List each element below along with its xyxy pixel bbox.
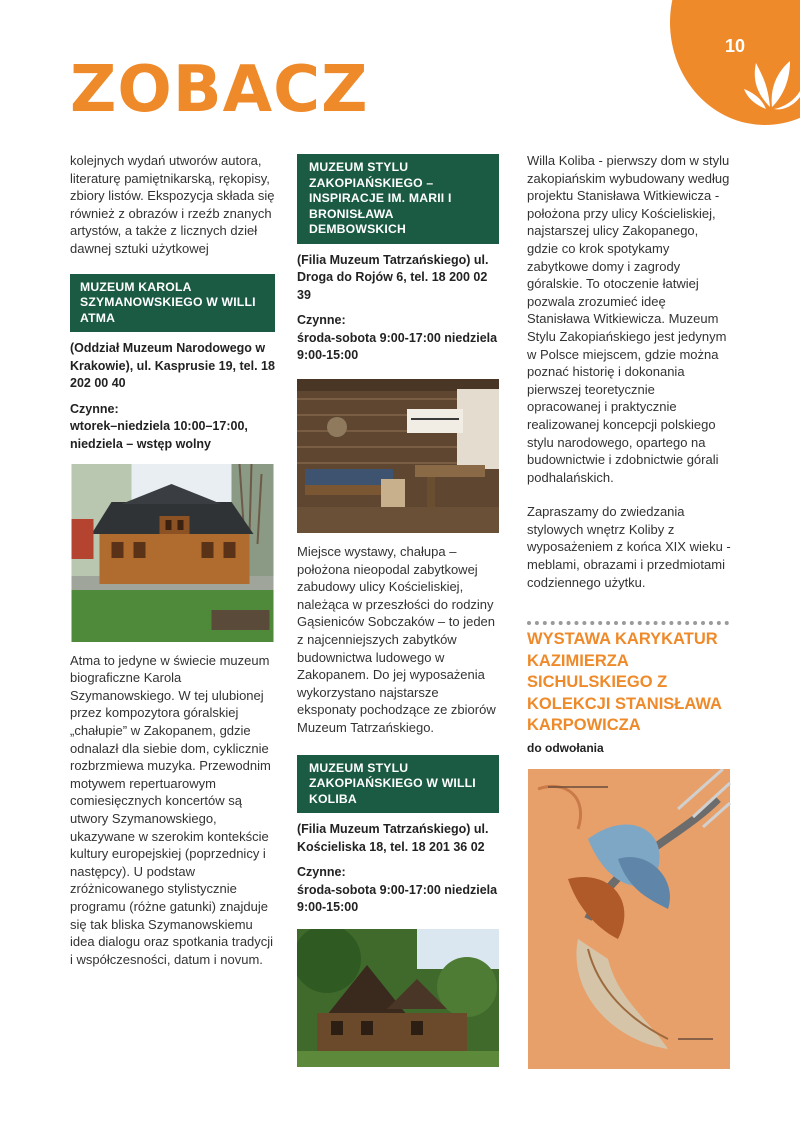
atma-address: (Oddział Muzeum Narodowego w Krakowie), ul. Kasprusie 19, tel. 18 202 00 40 xyxy=(70,341,275,391)
caricature-painting xyxy=(527,769,731,1069)
page-number: 10 xyxy=(724,36,745,56)
exhibition-date: do odwołania xyxy=(527,740,604,755)
column-middle xyxy=(297,154,499,1067)
koliba-address: (Filia Muzeum Tatrzańskiego) ul. Kościeliska 18, tel. 18 201 36 02 xyxy=(297,822,489,854)
atma-hours-label: Czynne: xyxy=(70,401,119,416)
inspiracje-hours-label: Czynne: xyxy=(297,313,346,328)
atma-hours: wtorek–niedziela 10:00–17:00, niedziela – wstęp wolny xyxy=(70,419,248,452)
koliba-hours: środa-sobota 9:00-17:00 niedziela 9:00-15:00 xyxy=(297,882,498,915)
atma-description: Atma to jedyne w świecie muzeum biograficzne Karola Szymanowskiego. W tej ulubionej przez kompozytora góralskiej „chałupie” w Zakopanem, gdzie odnalazł dla siebie dom, cyklicznie rozbrzmiewa muzyka. Przewodnim motywem repertuarowym comiesięcznych koncertów są utwory Szymanowskiego, ukazywane w szerokim kontekście kultury europejskiej (poprzednicy i następcy). U podstaw zróżnicowanego stylistycznie programu (różne gatunki) znajduje się tak bliska Szymanowskiemu idea dialogu oraz spotkania tradycji i współczesności, datum i novum. xyxy=(70,652,274,967)
koliba-invitation: Zapraszamy do zwiedzania stylowych wnętrz Koliby z wyposażeniem z końca XIX wieku - meblami, obrazami i przedmiotami codziennego użytku. xyxy=(527,504,731,590)
inspiracje-address: (Filia Muzeum Tatrzańskiego) ul. Droga do Rojów 6, tel. 18 200 02 39 xyxy=(297,252,489,302)
column-right xyxy=(527,152,731,1069)
column-left xyxy=(70,152,275,968)
interior-photo xyxy=(297,379,499,533)
villa-atma-photo xyxy=(70,464,275,642)
museum-koliba-heading: MUZEUM STYLU ZAKOPIAŃSKIEGO W WILLI KOLIBA xyxy=(297,755,499,814)
page-title: ZOBACZ xyxy=(70,53,369,127)
koliba-description: Willa Koliba - pierwszy dom w stylu zakopiańskim wybudowany według projektu Stanisława Witkiewicza - położona przy ulicy Kościeliskiej, najstarszej ulicy Zakopanego, gdzie co krok spotykamy zabytkowe domy i zagrody góralskie. To otoczenie łatwiej pozwala zrozumieć ideę Stanisława Witkiewicza. Muzeum Stylu Zakopiańskiego jest jedynym w Polsce miejscem, gdzie można poznać historię i dokonania pierwszej teoretycznie opracowanej i praktycznie realizowanej koncepcji polskiego stylu narodowego, opartego na budownictwie i zdobnictwie górali podhalańskich. xyxy=(527,153,730,485)
intro-text: kolejnych wydań utworów autora, literaturę pamiętnikarską, rękopisy, zbiory listów. Ekspozycja składa się również z obrazów i rzeźb znanych artystów, a także z licznych dzieł dawnej sztuki użytkowej xyxy=(70,153,275,256)
inspiracje-hours: środa-sobota 9:00-17:00 niedziela 9:00-15:00 xyxy=(297,330,498,363)
leaf-logo-icon xyxy=(740,45,800,115)
dotted-divider xyxy=(527,621,729,625)
villa-koliba-photo xyxy=(297,929,499,1067)
museum-inspiracje-heading: MUZEUM STYLU ZAKOPIAŃSKIEGO – INSPIRACJE IM. MARII I BRONISŁAWA DEMBOWSKICH xyxy=(297,154,499,244)
museum-atma-heading: MUZEUM KAROLA SZYMANOWSKIEGO W WILLI ATMA xyxy=(70,274,275,333)
inspiracje-description: Miejsce wystawy, chałupa – położona nieopodal zabytkowej zabudowy ulicy Kościeliskiej, należąca w przeszłości do rodziny Gąsieniców Sobczaków – to jeden z najcenniejszych zabytków budownictwa ludowego w Zakopanem. Do jej wyposażenia wykorzystano najstarsze eksponaty pochodzące ze zbiorów Muzeum Tatrzańskiego. xyxy=(297,544,496,735)
exhibition-heading: WYSTAWA KARYKATUR KAZIMIERZA SICHULSKIEGO Z KOLEKCJI STANISŁAWA KARPOWICZA xyxy=(527,630,722,735)
koliba-hours-label: Czynne: xyxy=(297,865,346,880)
